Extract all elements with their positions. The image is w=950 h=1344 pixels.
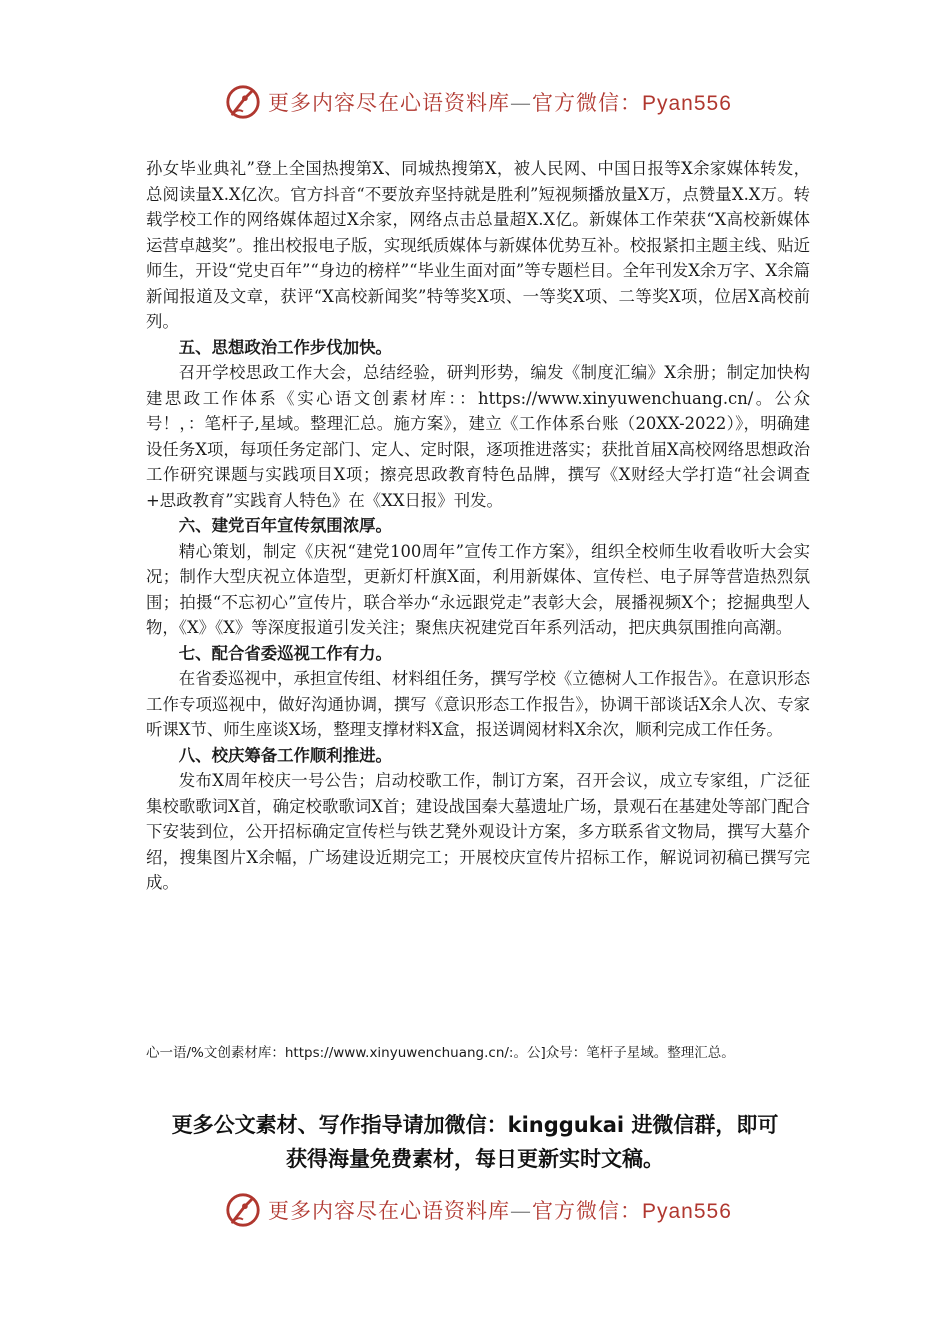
brand-logo-icon: [224, 1191, 262, 1229]
brand-logo-icon: [224, 83, 262, 121]
promo-line-2: 获得海量免费素材，每日更新实时文稿。: [286, 1147, 664, 1171]
document-body: [146, 156, 810, 896]
banner-wechat-id: Pyan556: [642, 92, 732, 115]
promo-block: [100, 1108, 850, 1176]
banner-dash: —: [510, 1199, 532, 1223]
header-watermark-banner: [224, 82, 732, 122]
section-heading: 六、建党百年宣传氛围浓厚。: [178, 516, 392, 535]
section-heading: 八、校庆筹备工作顺利推进。: [178, 745, 392, 765]
banner-wechat-id: Pyan556: [642, 1200, 732, 1223]
paragraph: 发布X周年校庆一号公告；启动校歌工作，制订方案，召开会议，成立专家组，广泛征集校歌歌词X首，确定校歌歌词X首；建设战国秦大墓遗址广场，景观石在基建处等部门配合下安装到位，公开招标确定宣传栏与铁艺凳外观设计方案，多方联系省文物局，撰写大墓介绍，搜集图片X余幅，广场建设近期完工；开展校庆宣传片招标工作，解说词初稿已撰写完成。: [146, 771, 810, 892]
paragraph: 召开学校思政工作大会，总结经验，研判形势，编发《制度汇编》X余册；制定加快构建思政工作体系《实心语文创素材库：：https://www.xinyuwenchuang.cn/。公众号！，：笔杆子,星域。整理汇总。施方案》，建立《工作体系台账（20XX-2022）》，明确建设任务X项，每项任务定部门、定人、定时限，逐项推进落实；获批首届X高校网络思想政治工作研究课题与实践项目X项；擦亮思政教育特色品牌，撰写《X财经大学打造“社会调查+思政教育”实践育人特色》在《XX日报》刊发。: [146, 363, 810, 510]
source-footnote: 心一语/%文创素材库：https://www.xinyuwenchuang.cn/:。公]众号：笔杆子星域。整理汇总。: [146, 1045, 735, 1061]
banner-text: [268, 87, 732, 117]
banner-official: 官方微信：: [532, 91, 642, 115]
section-heading: 五、思想政治工作步伐加快。: [178, 337, 392, 357]
banner-dash: —: [510, 91, 532, 115]
banner-text: [268, 1195, 732, 1225]
banner-official: 官方微信：: [532, 1199, 642, 1223]
section-heading: 七、配合省委巡视工作有力。: [178, 643, 392, 663]
paragraph: 孙女毕业典礼”登上全国热搜第X、同城热搜第X，被人民网、中国日报等X余家媒体转发，总阅读量X.X亿次。官方抖音“不要放弃坚持就是胜利”短视频播放量X万，点赞量X.X万。转载学校工作的网络媒体超过X余家，网络点击总量超X.X亿。新媒体工作荣获“X高校新媒体运营卓越奖”。推出校报电子版，实现纸质媒体与新媒体优势互补。校报紧扣主题主线、贴近师生，开设“党史百年”“身边的榜样”“毕业生面对面”等专题栏目。全年刊发X余万字、X余篇新闻报道及文章，获评“X高校新闻奖”特等奖X项、一等奖X项、二等奖X项，位居X高校前列。: [146, 159, 811, 331]
promo-line-1: 更多公文素材、写作指导请加微信：kinggukai 进微信群，即可: [171, 1113, 779, 1137]
banner-main: 更多内容尽在心语资料库: [268, 1199, 510, 1223]
footer-watermark-banner: [224, 1190, 732, 1230]
paragraph: 精心策划，制定《庆祝“建党100周年”宣传工作方案》，组织全校师生收看收听大会实况；制作大型庆祝立体造型，更新灯杆旗X面，利用新媒体、宣传栏、电子屏等营造热烈氛围；拍摄“不忘初心”宣传片，联合举办“永远跟党走”表彰大会，展播视频X个；挖掘典型人物，《X》《X》等深度报道引发关注；聚焦庆祝建党百年系列活动，把庆典氛围推向高潮。: [146, 541, 810, 637]
banner-main: 更多内容尽在心语资料库: [268, 91, 510, 115]
paragraph: 在省委巡视中，承担宣传组、材料组任务，撰写学校《立德树人工作报告》。在意识形态工作专项巡视中，做好沟通协调，撰写《意识形态工作报告》，协调干部谈话X余人次、专家听课X节、师生座谈X场，整理支撑材料X盒，报送调阅材料X余次，顺利完成工作任务。: [146, 669, 810, 739]
